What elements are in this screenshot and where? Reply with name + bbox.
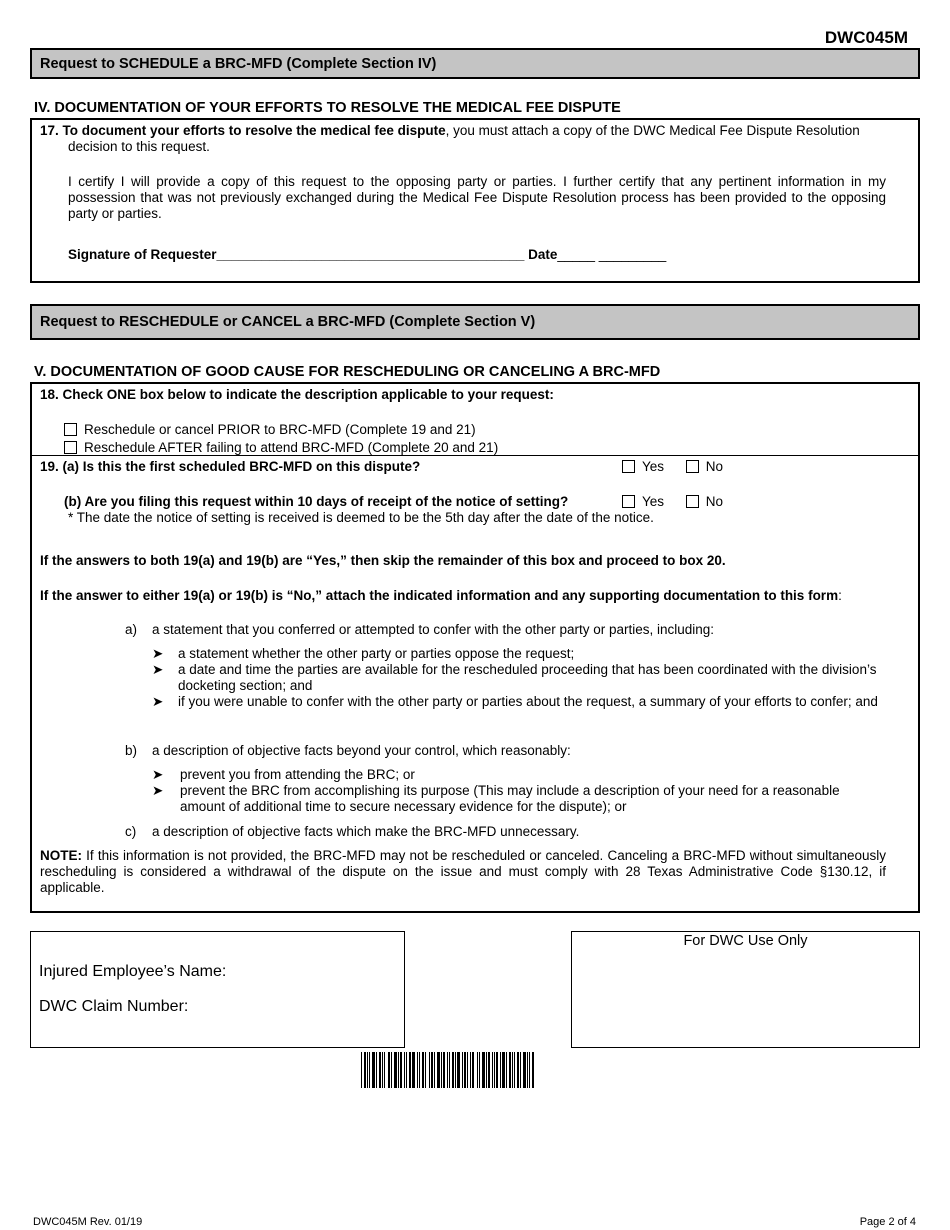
- checkbox-icon[interactable]: [622, 495, 635, 508]
- item-b-bullet: prevent the BRC from accomplishing its purpose (This may include a description of your need for a reasonable amount of additional time to secure necessary evidence for the dispute); or: [180, 783, 840, 814]
- item-17-line2: decision to this request.: [68, 139, 210, 154]
- item-b-text: a description of objective facts beyond your control, which reasonably:: [152, 743, 571, 758]
- notice-footnote: * The date the notice of setting is received is deemed to be the 5th day after the date of the notice.: [68, 510, 654, 525]
- date-label: Date: [528, 247, 558, 262]
- q19a-yes-label: Yes: [642, 459, 665, 474]
- divider: [32, 455, 918, 456]
- option-after-label: Reschedule AFTER failing to attend BRC-MFD (Complete 20 and 21): [84, 440, 499, 455]
- option-after: [64, 440, 498, 456]
- item-a-text: a statement that you conferred or attempted to confer with the other party or parties, including:: [152, 622, 715, 637]
- if-yes-instruction: If the answers to both 19(a) and 19(b) are “Yes,” then skip the remainder of this box and proceed to box 20.: [40, 553, 726, 568]
- arrow-bullet-icon: ➤: [152, 646, 164, 661]
- item-c-text: a description of objective facts which make the BRC-MFD unnecessary.: [152, 824, 580, 839]
- question-19b: (b) Are you filing this request within 10 days of receipt of the notice of setting?: [64, 494, 569, 509]
- item-17-bold: 17. To document your efforts to resolve the medical fee dispute: [40, 123, 446, 138]
- form-id: DWC045M: [824, 28, 908, 47]
- dwc-use-box: [571, 931, 920, 1048]
- item-a-letter: a): [125, 622, 138, 637]
- schedule-request-label: Request to SCHEDULE a BRC-MFD (Complete Section IV): [40, 55, 437, 72]
- date-line[interactable]: _____ _________: [557, 247, 667, 262]
- barcode-icon: [361, 1052, 590, 1088]
- employee-name-label: Injured Employee’s Name:: [39, 963, 227, 980]
- arrow-bullet-icon: ➤: [152, 767, 164, 782]
- item-18: 18. Check ONE box below to indicate the description applicable to your request:: [40, 387, 554, 402]
- checkbox-icon[interactable]: [64, 423, 77, 436]
- question-19a: 19. (a) Is this the first scheduled BRC-MFD on this dispute?: [40, 459, 421, 474]
- item-b-letter: b): [125, 743, 138, 758]
- option-prior: [64, 422, 476, 438]
- q19b-no-label: No: [705, 494, 724, 509]
- certification-text: I certify I will provide a copy of this request to the opposing party or parties. I further certify that any pertinent information in my possession that was not previously exchanged during the Medical Fee Dispute Resolution process has been provided to the opposing party or parties.: [68, 174, 886, 221]
- item-a-bullet: a date and time the parties are available for the rescheduled proceeding that has been coordinated with the division’s docketing section; and: [178, 662, 877, 693]
- note: [40, 848, 886, 896]
- form-revision: DWC045M Rev. 01/19: [33, 1216, 143, 1228]
- option-prior-label: Reschedule or cancel PRIOR to BRC-MFD (Complete 19 and 21): [84, 422, 476, 437]
- section-iv-box: [30, 118, 920, 283]
- reschedule-request-bar: [30, 304, 920, 340]
- note-text: If this information is not provided, the BRC-MFD may not be rescheduled or canceled. Canceling a BRC-MFD without simultaneously rescheduling is considered a withdrawal of the dispute on the issue and must comply with 28 Texas Administrative Code §130.12, if applicable.: [40, 848, 886, 895]
- note-label: NOTE:: [40, 848, 82, 863]
- if-no-colon: :: [838, 588, 842, 603]
- if-no-text: If the answer to either 19(a) or 19(b) is “No,” attach the indicated information and any supporting documentation to this form: [40, 588, 839, 603]
- section-v-box: [30, 382, 920, 913]
- section-v-title: V. DOCUMENTATION OF GOOD CAUSE FOR RESCHEDULING OR CANCELING A BRC-MFD: [34, 364, 661, 380]
- checkbox-icon[interactable]: [64, 441, 77, 454]
- signature-row: [68, 247, 666, 263]
- dwc-use-label: For DWC Use Only: [683, 933, 808, 949]
- reschedule-request-label: Request to RESCHEDULE or CANCEL a BRC-MFD (Complete Section V): [40, 314, 536, 330]
- q19b-yes-label: Yes: [642, 494, 665, 509]
- section-iv-title: IV. DOCUMENTATION OF YOUR EFFORTS TO RESOLVE THE MEDICAL FEE DISPUTE: [34, 100, 621, 116]
- signature-label: Signature of Requester: [68, 247, 217, 262]
- claim-number-label: DWC Claim Number:: [39, 998, 189, 1015]
- employee-info-box: [30, 931, 405, 1048]
- item-a-bullet: a statement whether the other party or parties oppose the request;: [178, 646, 575, 661]
- q19b-answers: [622, 494, 723, 510]
- item-17-text: , you must attach a copy of the DWC Medical Fee Dispute Resolution: [445, 123, 860, 138]
- if-no-instruction: [40, 588, 842, 604]
- q19a-no-label: No: [705, 459, 724, 474]
- schedule-request-bar: [30, 48, 920, 79]
- arrow-bullet-icon: ➤: [152, 694, 164, 709]
- checkbox-icon[interactable]: [622, 460, 635, 473]
- item-a-bullet: if you were unable to confer with the other party or parties about the request, a summary of your efforts to confer; and: [178, 694, 878, 709]
- arrow-bullet-icon: ➤: [152, 783, 164, 798]
- q19a-answers: [622, 459, 723, 475]
- signature-line[interactable]: _________________________________________: [216, 247, 525, 262]
- item-17: [40, 123, 910, 139]
- checkbox-icon[interactable]: [686, 460, 699, 473]
- checkbox-icon[interactable]: [686, 495, 699, 508]
- item-c-letter: c): [125, 824, 137, 839]
- item-b-bullet: prevent you from attending the BRC; or: [180, 767, 415, 782]
- arrow-bullet-icon: ➤: [152, 662, 164, 677]
- page-number: Page 2 of 4: [859, 1216, 916, 1228]
